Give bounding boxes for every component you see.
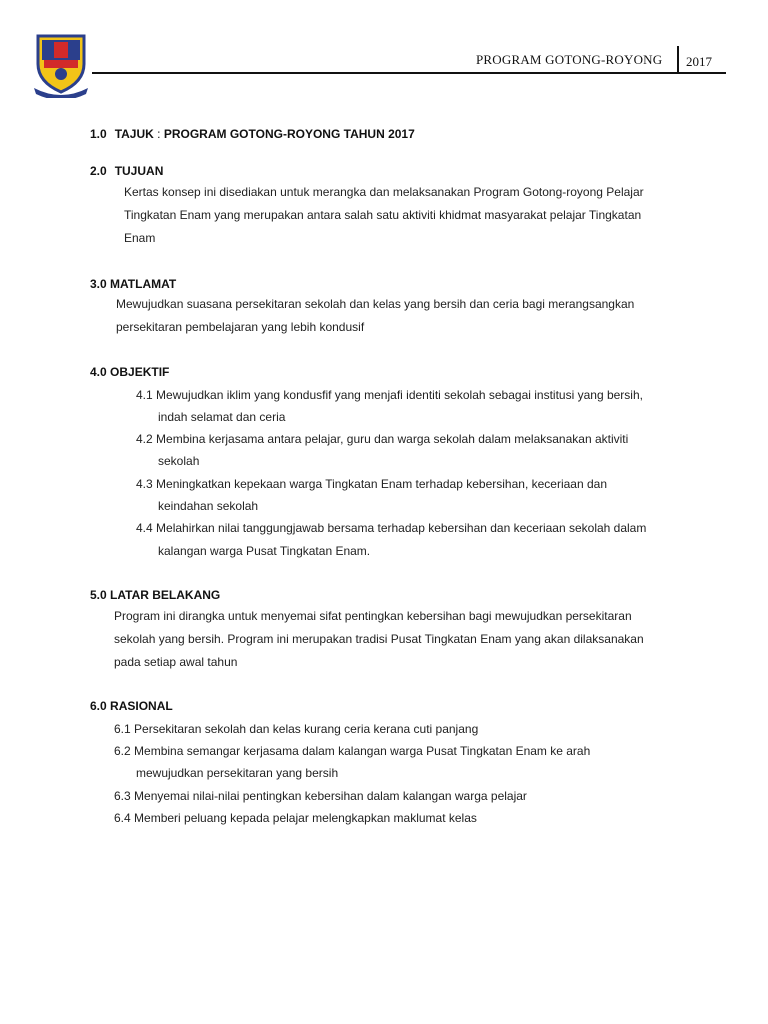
item-number: 6.4 [114, 811, 131, 825]
list-item [114, 807, 477, 829]
item-text: Mewujudkan iklim yang kondusfif yang menjafi identiti sekolah sebagai institusi yang bersih, [156, 388, 643, 402]
list-item-continuation: mewujudkan persekitaran yang bersih [136, 766, 339, 780]
section-number: 4.0 [90, 365, 107, 379]
section-label: TUJUAN [114, 164, 164, 178]
list-item-continuation: sekolah [158, 454, 200, 468]
section-heading-tujuan [90, 164, 163, 178]
section-label: MATLAMAT [110, 277, 177, 291]
list-item [136, 384, 643, 406]
item-text: Membina kerjasama antara pelajar, guru dan warga sekolah dalam melaksanakan aktiviti [156, 432, 629, 446]
header-year: 2017 [686, 54, 712, 69]
list-item [136, 428, 628, 450]
paragraph-line: Program ini dirangka untuk menyemai sifat pentingkan kebersihan bagi mewujudkan persekitaran [114, 609, 632, 623]
list-item-continuation: keindahan sekolah [158, 499, 259, 513]
item-number: 4.2 [136, 432, 153, 446]
item-number: 4.1 [136, 388, 153, 402]
section-number: 6.0 [90, 699, 107, 713]
item-number: 4.3 [136, 477, 153, 491]
list-item [114, 740, 590, 762]
section-heading-matlamat [90, 277, 176, 291]
item-text: Meningkatkan kepekaan warga Tingkatan Enam terhadap kebersihan, keceriaan dan [156, 477, 607, 491]
item-number: 6.1 [114, 722, 131, 736]
paragraph-line: persekitaran pembelajaran yang lebih kondusif [116, 320, 365, 334]
list-item [136, 517, 646, 539]
header-title: PROGRAM GOTONG-ROYONG [476, 52, 663, 67]
item-text: Membina semangar kerjasama dalam kalangan warga Pusat Tingkatan Enam ke arah [134, 744, 591, 758]
section-number: 2.0 [90, 164, 107, 178]
paragraph-line: Mewujudkan suasana persekitaran sekolah dan kelas yang bersih dan ceria bagi merangsangkan [116, 297, 635, 311]
paragraph-line: sekolah yang bersih. Program ini merupakan tradisi Pusat Tingkatan Enam yang akan dilaksanakan [114, 632, 644, 646]
section-separator: : [157, 127, 161, 141]
list-item [114, 718, 478, 740]
item-text: Persekitaran sekolah dan kelas kurang ceria kerana cuti panjang [134, 722, 479, 736]
section-number: 3.0 [90, 277, 107, 291]
item-text: Memberi peluang kepada pelajar melengkapkan maklumat kelas [134, 811, 477, 825]
paragraph-latar-belakang [114, 605, 679, 674]
section-heading-tajuk [90, 127, 415, 141]
paragraph-line: Enam [124, 231, 156, 245]
paragraph-line: pada setiap awal tahun [114, 655, 238, 669]
item-text: Menyemai nilai-nilai pentingkan kebersihan dalam kalangan warga pelajar [134, 789, 527, 803]
list-item [114, 785, 527, 807]
item-text: Melahirkan nilai tanggungjawab bersama terhadap kebersihan dan keceriaan sekolah dalam [156, 521, 647, 535]
item-number: 6.3 [114, 789, 131, 803]
item-number: 6.2 [114, 744, 131, 758]
section-title-text: PROGRAM GOTONG-ROYONG TAHUN 2017 [163, 127, 415, 141]
list-item-continuation: kalangan warga Pusat Tingkatan Enam. [158, 544, 371, 558]
paragraph-line: Tingkatan Enam yang merupakan antara salah satu aktiviti khidmat masyarakat pelajar Tingkatan [124, 208, 642, 222]
section-label: OBJEKTIF [110, 365, 170, 379]
list-item-continuation: indah selamat dan ceria [158, 410, 286, 424]
list-item [136, 473, 607, 495]
section-number: 1.0 [90, 127, 107, 141]
paragraph-line: Kertas konsep ini disediakan untuk merangka dan melaksanakan Program Gotong-royong Pelajar [124, 185, 644, 199]
section-heading-objektif [90, 365, 169, 379]
section-label: LATAR BELAKANG [110, 588, 221, 602]
section-heading-rasional [90, 699, 173, 713]
section-heading-latar-belakang [90, 588, 220, 602]
section-number: 5.0 [90, 588, 107, 602]
section-label: RASIONAL [110, 699, 173, 713]
paragraph-tujuan [124, 181, 677, 250]
item-number: 4.4 [136, 521, 153, 535]
section-label: TAJUK [114, 127, 154, 141]
paragraph-matlamat [116, 293, 676, 339]
